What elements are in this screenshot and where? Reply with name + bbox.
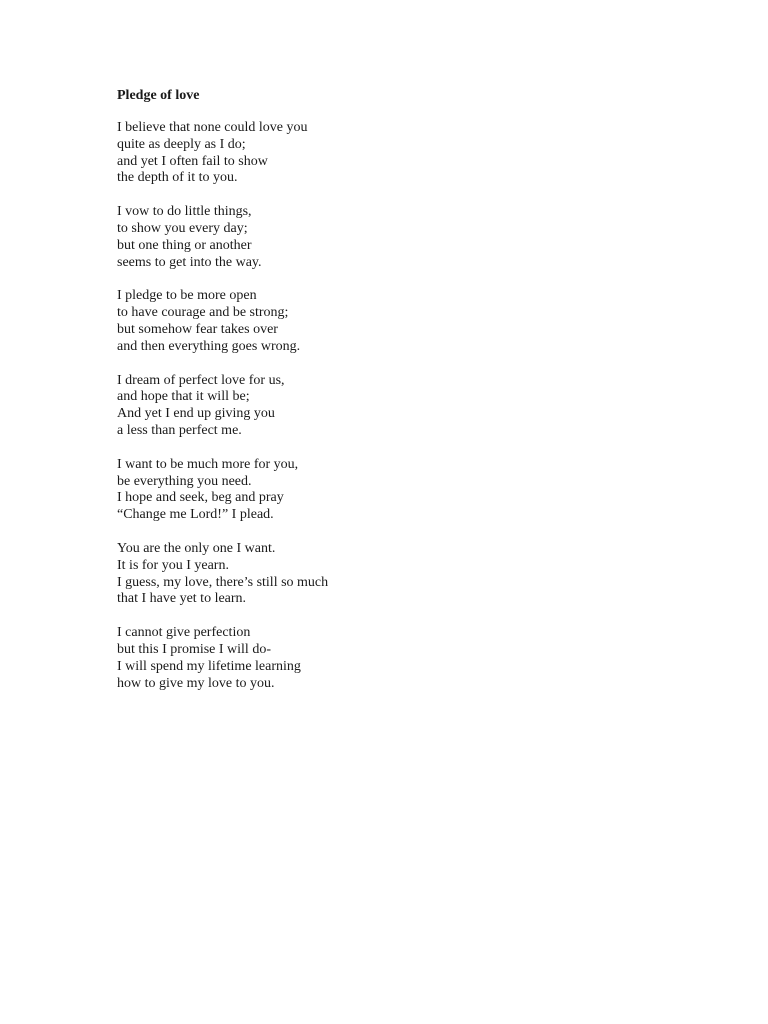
stanza <box>117 120 677 187</box>
poem-line: and then everything goes wrong. <box>117 338 301 354</box>
poem-line: I cannot give perfection <box>117 625 251 641</box>
poem <box>117 87 677 709</box>
poem-line: I pledge to be more open <box>117 288 257 304</box>
poem-line: that I have yet to learn. <box>117 591 247 607</box>
stanza <box>117 625 677 692</box>
poem-line: the depth of it to you. <box>117 170 238 186</box>
poem-line: And yet I end up giving you <box>117 406 275 422</box>
poem-line: be everything you need. <box>117 473 252 489</box>
poem-line: You are the only one I want. <box>117 540 276 556</box>
poem-line: I guess, my love, there’s still so much <box>117 574 329 590</box>
poem-line: but somehow fear takes over <box>117 321 278 337</box>
poem-line: to show you every day; <box>117 220 248 236</box>
poem-line: how to give my love to you. <box>117 675 275 691</box>
stanza <box>117 457 677 524</box>
poem-title: Pledge of love <box>117 88 200 103</box>
poem-line: I will spend my lifetime learning <box>117 658 301 674</box>
poem-line: but this I promise I will do- <box>117 641 271 657</box>
poem-line: I want to be much more for you, <box>117 456 299 472</box>
poem-line: I believe that none could love you <box>117 120 308 135</box>
poem-line: seems to get into the way. <box>117 254 262 270</box>
poem-line: a less than perfect me. <box>117 422 242 438</box>
stanza <box>117 204 677 271</box>
poem-line: I dream of perfect love for us, <box>117 372 285 388</box>
poem-line: “Change me Lord!” I plead. <box>117 507 274 523</box>
stanza <box>117 373 677 440</box>
poem-line: but one thing or another <box>117 237 252 253</box>
poem-line: and yet I often fail to show <box>117 153 268 169</box>
stanza <box>117 541 677 608</box>
poem-line: It is for you I yearn. <box>117 557 229 573</box>
poem-line: quite as deeply as I do; <box>117 136 246 152</box>
poem-line: and hope that it will be; <box>117 389 250 405</box>
poem-line: to have courage and be strong; <box>117 305 289 321</box>
poem-line: I vow to do little things, <box>117 204 252 220</box>
stanza <box>117 288 677 355</box>
poem-line: I hope and seek, beg and pray <box>117 490 284 506</box>
